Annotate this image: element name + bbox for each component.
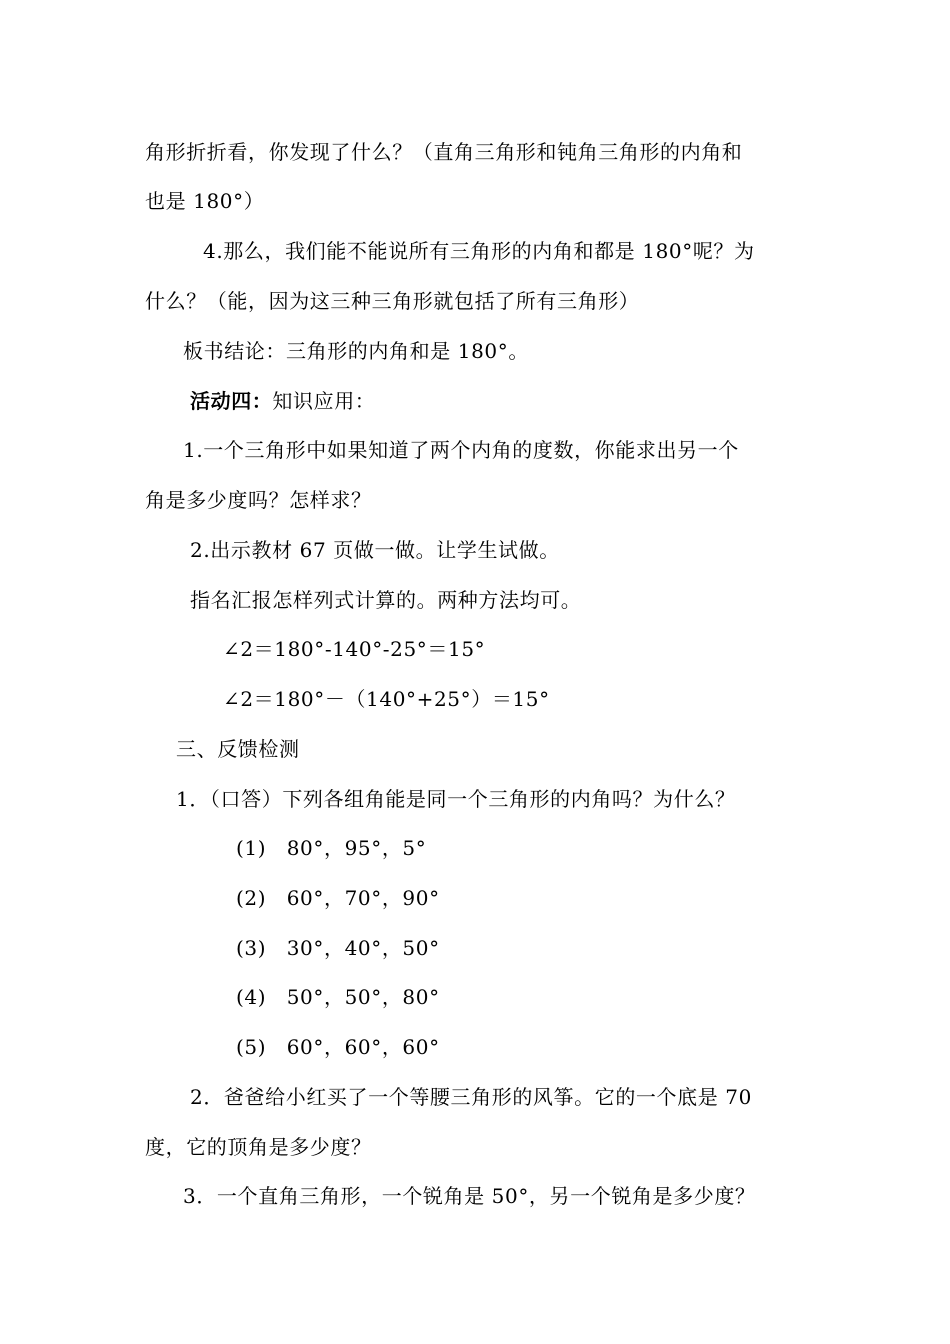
q1-option-4: (4) 50°，50°，80° xyxy=(236,985,440,1009)
activity4-title: 知识应用： xyxy=(272,389,376,413)
para1-line2: 也是 180°） xyxy=(145,189,265,213)
activity4-heading: 活动四： xyxy=(190,389,273,413)
conclusion-line: 板书结论：三角形的内角和是 180°。 xyxy=(183,339,529,363)
para2-line1: 4.那么，我们能不能说所有三角形的内角和都是 180°呢？为 xyxy=(203,239,755,263)
question-2-line1: 2．爸爸给小红买了一个等腰三角形的风筝。它的一个底是 70 xyxy=(190,1085,752,1109)
q1-option-1: (1) 80°，95°，5° xyxy=(236,836,427,860)
act4-item1-line2: 角是多少度吗？怎样求？ xyxy=(145,488,372,512)
q1-option-2: (2) 60°，70°，90° xyxy=(236,886,440,910)
q1-option-5: (5) 60°，60°，60° xyxy=(236,1035,440,1059)
act4-item1-line1: 1.一个三角形中如果知道了两个内角的度数，你能求出另一个 xyxy=(183,438,739,462)
question-2-line2: 度，它的顶角是多少度？ xyxy=(145,1135,372,1159)
question-3: 3．一个直角三角形，一个锐角是 50°，另一个锐角是多少度？ xyxy=(183,1184,756,1208)
section-3-title: 三、反馈检测 xyxy=(176,737,300,761)
act4-report: 指名汇报怎样列式计算的。两种方法均可。 xyxy=(190,588,582,612)
formula-2: ∠2＝180°－（140°+25°）＝15° xyxy=(223,687,550,711)
para2-line2: 什么？（能，因为这三种三角形就包括了所有三角形） xyxy=(145,289,640,313)
activity4-heading-line xyxy=(190,388,375,414)
para1-line1: 角形折折看，你发现了什么？（直角三角形和钝角三角形的内角和 xyxy=(145,140,743,164)
formula-1: ∠2＝180°-140°-25°＝15° xyxy=(223,637,486,661)
q1-option-3: (3) 30°，40°，50° xyxy=(236,936,440,960)
act4-item2: 2.出示教材 67 页做一做。让学生试做。 xyxy=(190,538,560,562)
question-1: 1．（口答）下列各组角能是同一个三角形的内角吗？为什么？ xyxy=(176,787,736,811)
